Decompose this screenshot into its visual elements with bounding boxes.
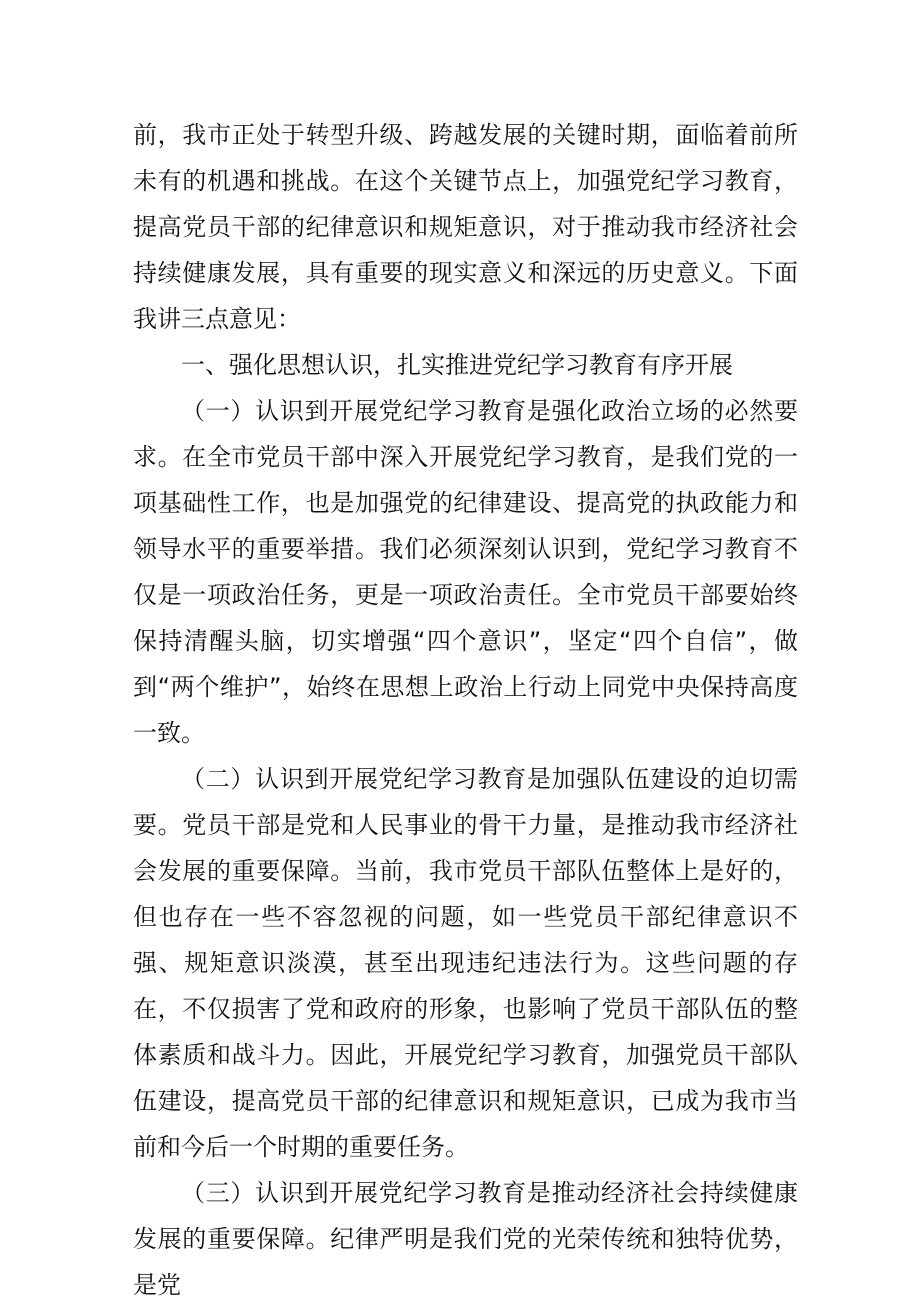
paragraph-point-three: （三）认识到开展党纪学习教育是推动经济社会持续健康发展的重要保障。纪律严明是我们党的光荣传统和独特优势，是党 (133, 1179, 798, 1299)
document-body (133, 112, 798, 1308)
paragraph-point-one: （一）认识到开展党纪学习教育是强化政治立场的必然要求。在全市党员干部中深入开展党纪学习教育，是我们党的一项基础性工作，也是加强党的纪律建设、提高党的执政能力和领导水平的重要举措。我们必须深刻认识到，党纪学习教育不仅是一项政治任务，更是一项政治责任。全市党员干部要始终保持清醒头脑，切实增强“四个意识”，坚定“四个自信”，做到“两个维护”，始终在思想上政治上行动上同党中央保持高度一致。 (133, 397, 798, 747)
paragraph-point-two: （二）认识到开展党纪学习教育是加强队伍建设的迫切需要。党员干部是党和人民事业的骨干力量，是推动我市经济社会发展的重要保障。当前，我市党员干部队伍整体上是好的，但也存在一些不容忽视的问题，如一些党员干部纪律意识不强、规矩意识淡漠，甚至出现违纪违法行为。这些问题的存在，不仅损害了党和政府的形象，也影响了党员干部队伍的整体素质和战斗力。因此，开展党纪学习教育，加强党员干部队伍建设，提高党员干部的纪律意识和规矩意识，已成为我市当前和今后一个时期的重要任务。 (133, 765, 798, 1161)
section-heading-one: 一、强化思想认识，扎实推进党纪学习教育有序开展 (181, 351, 733, 379)
paragraph-intro-continued: 前，我市正处于转型升级、跨越发展的关键时期，面临着前所未有的机遇和挑战。在这个关键节点上，加强党纪学习教育，提高党员干部的纪律意识和规矩意识，对于推动我市经济社会持续健康发展，具有重要的现实意义和深远的历史意义。下面我讲三点意见： (133, 121, 798, 333)
